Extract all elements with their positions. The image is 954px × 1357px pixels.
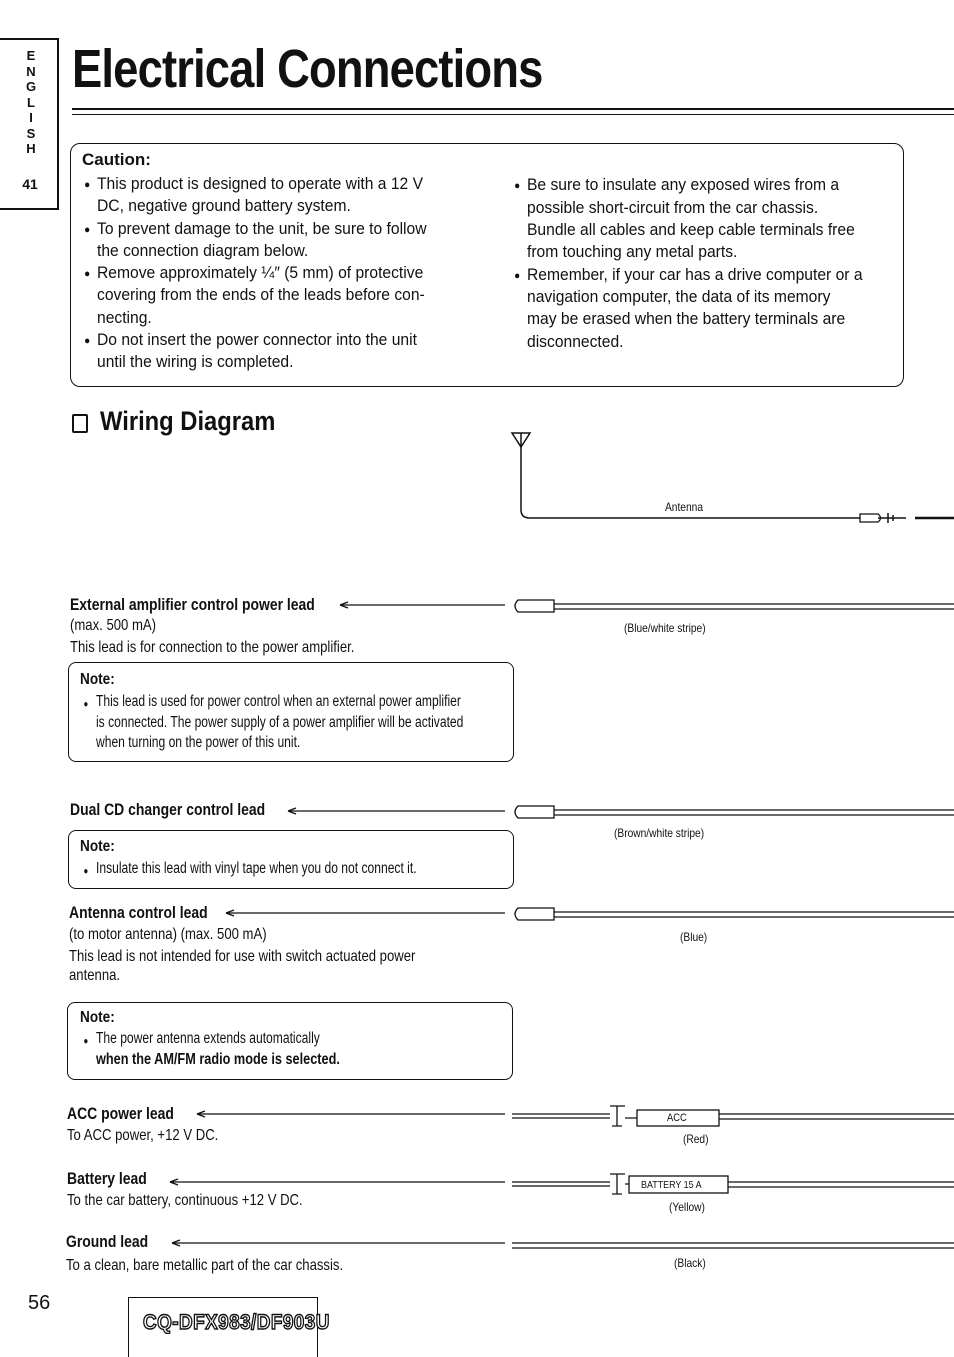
caution-item: ● Be sure to insulate any exposed wires from a xyxy=(527,174,839,196)
antenna-control-lead-wire xyxy=(226,908,954,920)
caution-item-cont: disconnected. xyxy=(527,332,624,351)
antenna-control-lead-title: Antenna control lead xyxy=(69,903,208,922)
caution-item-cont: possible short-circuit from the car chassis. xyxy=(527,198,819,217)
caution-item-cont: may be erased when the battery terminals are xyxy=(527,309,846,328)
language-tab-label: E N G L I S H xyxy=(25,48,37,156)
acc-lead-desc: To ACC power, +12 V DC. xyxy=(67,1127,219,1144)
antenna-note-heading: Note: xyxy=(80,1009,115,1026)
amp-lead-color: (Blue/white stripe) xyxy=(624,621,706,635)
battery-lead-color: (Yellow) xyxy=(669,1200,705,1214)
antenna-control-lead-desc-cont: antenna. xyxy=(69,967,121,984)
cd-lead-wire xyxy=(288,806,954,818)
cd-lead-title: Dual CD changer control lead xyxy=(70,800,266,819)
caution-heading: Caution: xyxy=(82,150,151,169)
antenna-control-lead-color: (Blue) xyxy=(680,930,708,944)
model-number: CQ-DFX983/DF903U xyxy=(143,1311,330,1334)
amp-note-line: ● This lead is used for power control when an external power amplifier xyxy=(96,692,461,712)
caution-item-cont: the connection diagram below. xyxy=(97,241,309,260)
page-title: Electrical Connections xyxy=(72,39,543,99)
antenna-control-lead-desc: This lead is not intended for use with switch actuated power xyxy=(69,948,416,965)
caution-item-cont: from touching any metal parts. xyxy=(527,242,738,261)
caution-item: ● Remember, if your car has a drive computer or a xyxy=(527,264,863,286)
caution-item: ● Remove approximately ¼″ (5 mm) of protective xyxy=(97,262,423,284)
caution-item: ● Do not insert the power connector into the unit xyxy=(97,329,417,351)
caution-item: ● This product is designed to operate with a 12 V xyxy=(97,173,423,195)
antenna-icon xyxy=(512,433,954,523)
battery-lead-title: Battery lead xyxy=(67,1169,147,1188)
amp-note-line: when turning on the power of this unit. xyxy=(96,734,301,751)
antenna-label: Antenna xyxy=(665,500,704,514)
cd-note-line: ● Insulate this lead with vinyl tape when you do not connect it. xyxy=(96,859,417,879)
amp-note-heading: Note: xyxy=(80,671,115,688)
antenna-control-lead-spec: (to motor antenna) (max. 500 mA) xyxy=(69,926,267,943)
acc-fuse-label: ACC xyxy=(667,1112,687,1124)
caution-item-cont: necting. xyxy=(97,308,152,327)
page-number: 56 xyxy=(28,1292,51,1314)
amp-lead-desc: This lead is for connection to the power amplifier. xyxy=(70,639,355,656)
acc-lead-wire xyxy=(197,1106,954,1126)
battery-lead-desc: To the car battery, continuous +12 V DC. xyxy=(67,1192,303,1209)
amp-lead-wire xyxy=(340,600,954,612)
battery-fuse-label: BATTERY 15 A xyxy=(641,1179,702,1191)
caution-item-cont: DC, negative ground battery system. xyxy=(97,196,351,215)
ground-lead-wire xyxy=(172,1240,954,1248)
caution-item: ● To prevent damage to the unit, be sure to follow xyxy=(97,218,427,240)
cd-lead-color: (Brown/white stripe) xyxy=(614,826,705,840)
antenna-note-line: when the AM/FM radio mode is selected. xyxy=(96,1051,340,1068)
ground-lead-color: (Black) xyxy=(674,1256,706,1270)
amp-note-line: is connected. The power supply of a power amplifier will be activated xyxy=(96,714,464,731)
caution-item-cont: navigation computer, the data of its memory xyxy=(527,287,831,306)
ground-lead-desc: To a clean, bare metallic part of the car chassis. xyxy=(66,1257,344,1274)
cd-note-heading: Note: xyxy=(80,838,115,855)
acc-lead-color: (Red) xyxy=(683,1132,709,1146)
amp-lead-title: External amplifier control power lead xyxy=(70,595,315,614)
section-page-number: 41 xyxy=(22,176,38,192)
acc-lead-title: ACC power lead xyxy=(67,1104,174,1123)
section-title: Wiring Diagram xyxy=(100,406,276,436)
caution-item-cont: covering from the ends of the leads before con- xyxy=(97,285,425,304)
caution-item-cont: Bundle all cables and keep cable terminals free xyxy=(527,220,855,239)
antenna-note-line: ● The power antenna extends automatically xyxy=(96,1029,320,1049)
amp-lead-spec: (max. 500 mA) xyxy=(70,617,157,634)
ground-lead-title: Ground lead xyxy=(66,1232,149,1251)
caution-item-cont: until the wiring is completed. xyxy=(97,352,294,371)
